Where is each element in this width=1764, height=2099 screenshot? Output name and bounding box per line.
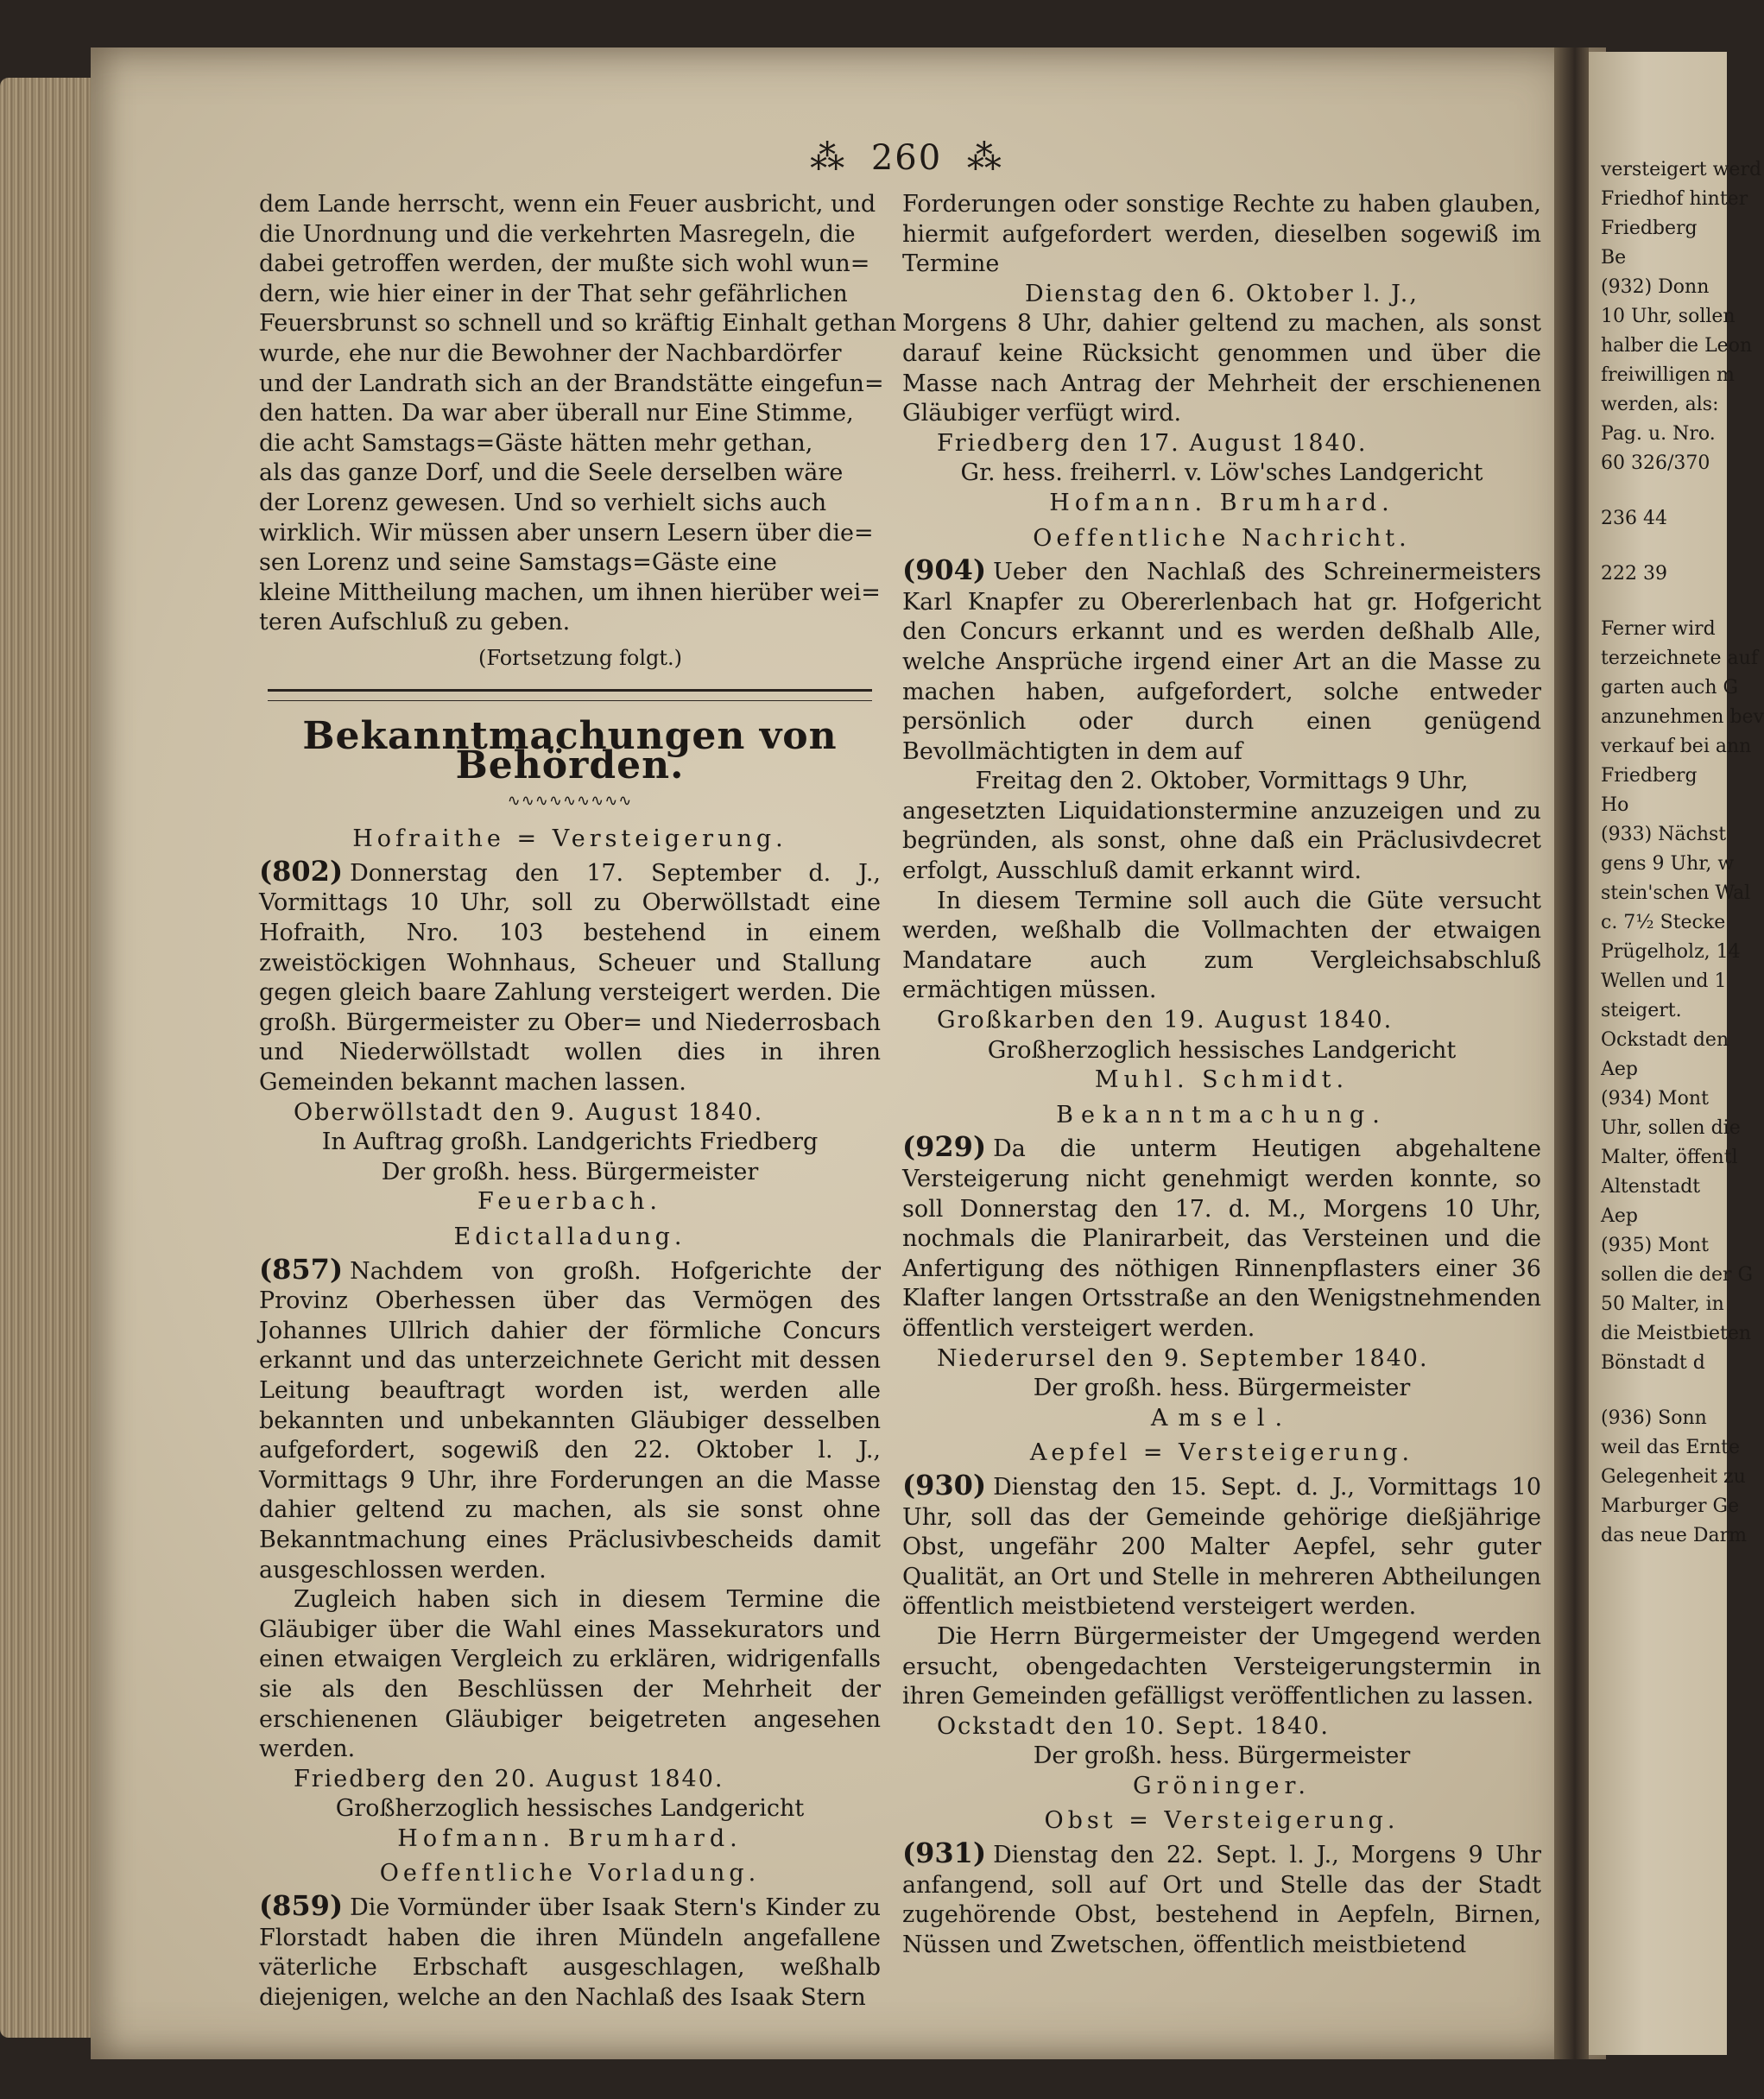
notice-929-sign-1: Der großh. hess. Bürgermeister	[1033, 1375, 1411, 1402]
notice-904-sign-2: Muhl. Schmidt.	[1094, 1066, 1350, 1094]
next-page-line: Be	[1601, 247, 1627, 269]
story-line: und der Landrath sich an der Brandstätte eingefun=	[259, 370, 884, 397]
next-page-line: freiwilligen m	[1601, 364, 1735, 386]
notice-857-sign-2: Hofmann. Brumhard.	[397, 1824, 743, 1852]
next-page-line: (934) Mont	[1601, 1088, 1709, 1110]
next-page-line: Ockstadt den	[1601, 1029, 1729, 1051]
notice-859-continuation: Forderungen oder sonstige Rechte zu haben glauben, hiermit aufgefordert werden, dieselben sogewiß im Termine	[902, 191, 1541, 278]
next-page-line: (933) Nächst	[1601, 824, 1727, 845]
left-column	[259, 190, 897, 2013]
book-gutter	[1554, 47, 1589, 2059]
notice-802-sign-3: Feuerbach.	[477, 1188, 662, 1216]
next-page-line: Marburger Ge	[1601, 1495, 1740, 1517]
next-page-line: gens 9 Uhr, w	[1601, 853, 1735, 875]
page-number: 260	[870, 138, 943, 178]
next-page-line: sollen die der G	[1601, 1264, 1754, 1286]
notice-859-body: (859) Die Vormünder über Isaak Stern's Kinder zu Florstadt haben die ihren Mündeln angefallene väterliche Erbschaft ausgeschlagen, weßhalb diejenigen, welche an den Nachlaß des Isaak Stern	[259, 1889, 881, 2011]
next-page-line: 222 39	[1601, 563, 1667, 585]
next-page-line: die Meistbieten	[1601, 1323, 1752, 1344]
next-page-line: Malter, öffentl	[1601, 1147, 1738, 1168]
story-line: wurde, ehe nur die Bewohner der Nachbardörfer	[259, 339, 842, 367]
story-line: kleine Mittheilung machen, um ihnen hierüber wei=	[259, 578, 881, 606]
notice-904-heading: Oeffentliche Nachricht.	[1033, 524, 1411, 552]
notice-929-heading: Bekanntmachung.	[1056, 1101, 1388, 1129]
notice-930-sign-1: Der großh. hess. Bürgermeister	[1033, 1742, 1411, 1770]
next-page-line: Prügelholz, 14	[1601, 941, 1741, 963]
next-page-fragment	[1589, 52, 1764, 2055]
next-page-line: garten auch G	[1601, 677, 1739, 699]
next-page-line: 10 Uhr, sollen	[1601, 306, 1736, 327]
next-page-line: anzunehmen bev	[1601, 706, 1764, 728]
notice-802-heading: Hofraithe = Versteigerung.	[352, 825, 787, 853]
notice-904-sign-1: Großherzoglich hessisches Landgericht	[987, 1036, 1457, 1064]
next-page-line: 60 326/370	[1601, 452, 1710, 474]
notice-859-sign-1: Gr. hess. freiherrl. v. Löw'sches Landgericht	[960, 459, 1483, 487]
next-page-line: terzeichnete auf	[1601, 648, 1758, 669]
story-line: dabei getroffen werden, der mußte sich wohl wun=	[259, 250, 870, 278]
next-page-line: Gelegenheit zu	[1601, 1466, 1746, 1488]
next-page-line: werden, als:	[1601, 394, 1719, 415]
story-line: dem Lande herrscht, wenn ein Feuer ausbricht, und	[259, 191, 876, 218]
notice-931-number: (931)	[902, 1837, 987, 1870]
notice-904-term: Freitag den 2. Oktober, Vormittags 9 Uhr,	[975, 768, 1469, 795]
notice-930-body-2: Die Herrn Bürgermeister der Umgegend werden ersucht, obengedachten Versteigerungstermin in ihren Gemeinden gefälligst veröffentlichen zu lassen.	[902, 1622, 1541, 1710]
notice-930-body: (930) Dienstag den 15. Sept. d. J., Vormittags 10 Uhr, soll das der Gemeinde gehörige dießjährige Obst, ungefähr 200 Malter Aepfel, sehr guter Qualität, an Ort und Stelle in mehreren Abtheilungen öffentlich meistbietend versteigert werden.	[902, 1468, 1541, 1621]
next-page-line: halber die Leon	[1601, 335, 1753, 357]
notice-859-continuation-2: Morgens 8 Uhr, dahier geltend zu machen, als sonst darauf keine Rücksicht genommen und über die Masse nach Antrag der Mehrheit der erschienenen Gläubiger verfügt wird.	[902, 310, 1541, 427]
notice-904-body: (904) Ueber den Nachlaß des Schreinermeisters Karl Knapfer zu Obererlenbach hat gr. Hofgericht den Concurs erkannt und es werden deßhalb Alle, welche Ansprüche irgend einer Art an die Masse zu machen haben, aufgefordert, solche entweder persönlich oder durch einen genügend Bevollmächtigten in dem auf	[902, 553, 1541, 765]
story-line: wirklich. Wir müssen aber unsern Lesern über die=	[259, 519, 874, 547]
notice-931-heading: Obst = Versteigerung.	[1044, 1807, 1400, 1835]
main-heading: Bekanntmachungen von Behörden.	[302, 713, 838, 788]
continuation-note: (Fortsetzung folgt.)	[478, 645, 682, 670]
next-page-line: 236 44	[1601, 508, 1667, 529]
story-line: die Unordnung und die verkehrten Masregeln, die	[259, 220, 856, 248]
story-line: die acht Samstags=Gäste hätten mehr gethan,	[259, 429, 813, 457]
notice-929-sign-2: Amsel.	[1150, 1404, 1293, 1432]
next-page-line: Friedberg	[1601, 765, 1698, 787]
story-line: Feuersbrunst so schnell und so kräftig Einhalt gethan	[259, 310, 897, 338]
next-page-line: Friedhof hinter	[1601, 188, 1748, 210]
notice-857-body: (857) Nachdem von großh. Hofgerichte der Provinz Oberhessen über das Vermögen des Johannes Ullrich dahier der förmliche Concurs erkannt und das unterzeichnete Gericht mit dessen Leitung beauftragt worden ist, werden alle bekannten und unbekannten Gläubiger desselben aufgefordert, sogewiß den 22. Oktober l. J., Vormittags 9 Uhr, ihre Forderungen an die Masse dahier geltend zu machen, als sie sonst ohne Bekanntmachung eines Präclusivbescheids damit ausgeschlossen werden.	[259, 1252, 881, 1584]
page-number-ornament-right: ⁂	[966, 138, 1003, 178]
notice-857-sign-1: Großherzoglich hessisches Landgericht	[335, 1795, 805, 1823]
next-page-line: Friedberg	[1601, 218, 1698, 239]
right-column	[902, 190, 1541, 1960]
notice-857-body-2: Zugleich haben sich in diesem Termine die Gläubiger über die Wahl eines Massekurators und einen etwaigen Vergleich zu erklären, widrigenfalls sie als den Beschlüssen der Mehrheit der erschienenen Gläubiger beigetreten angesehen werden.	[259, 1586, 881, 1763]
notice-859-date: Friedberg den 17. August 1840.	[937, 429, 1368, 457]
notice-904-body-3: In diesem Termine soll auch die Güte versucht werden, weßhalb die Vollmachten der etwaigen Mandatare auch zum Vergleichsabschluß ermächtigen müssen.	[902, 887, 1541, 1004]
next-page-line: (936) Sonn	[1601, 1407, 1707, 1429]
next-page-line: verkauf bei ann	[1601, 736, 1752, 757]
next-page-line: stein'schen Wal	[1601, 882, 1751, 904]
story-line: als das ganze Dorf, und die Seele derselben wäre	[259, 459, 844, 487]
next-page-line: Aep	[1601, 1205, 1638, 1227]
next-page-line: Pag. u. Nro.	[1601, 423, 1716, 445]
next-page-line: Altenstadt	[1601, 1176, 1701, 1198]
notice-931-body: (931) Dienstag den 22. Sept. l. J., Morgens 9 Uhr anfangend, soll auf Ort und Stelle das der Stadt zugehörende Obst, bestehend in Aepfeln, Birnen, Nüssen und Zwetschen, öffentlich meistbietend	[902, 1837, 1541, 1958]
next-page-line	[1589, 589, 1727, 615]
story-line: teren Aufschluß zu geben.	[259, 609, 571, 636]
notice-930-heading: Aepfel = Versteigerung.	[1029, 1439, 1414, 1467]
next-page-line: weil das Ernte	[1601, 1437, 1741, 1458]
notice-857-number: (857)	[259, 1252, 344, 1286]
next-page-line: 50 Malter, in	[1601, 1293, 1724, 1315]
next-page-line: Aep	[1601, 1059, 1638, 1080]
story-continuation	[259, 190, 897, 638]
notice-930-sign-2: Gröninger.	[1133, 1772, 1311, 1799]
next-page-line: das neue Darm	[1601, 1525, 1747, 1546]
notice-859-number: (859)	[259, 1889, 344, 1923]
notice-857-date: Friedberg den 20. August 1840.	[294, 1765, 724, 1792]
notice-859-sign-2: Hofmann. Brumhard.	[1049, 489, 1394, 516]
notice-929-body: (929) Da die unterm Heutigen abgehaltene Versteigerung nicht genehmigt werden konnte, so soll Donnerstag den 17. d. M., Morgens 10 Uhr, nochmals die Planirarbeit, das Versteinen und die Anfertigung des nöthigen Rinnenpflasters einer 36 Klafter langen Ortsstraße an den Wenigstnehmenden öffentlich versteigert werden.	[902, 1130, 1541, 1342]
notice-802-date: Oberwöllstadt den 9. August 1840.	[294, 1098, 764, 1126]
heading-ornament: ∿∿∿∿∿∿∿∿∿	[507, 791, 633, 810]
next-page-line: steigert.	[1601, 1000, 1682, 1021]
next-page-line: (935) Mont	[1601, 1235, 1709, 1256]
story-line: der Lorenz gewesen. Und so verhielt sichs auch	[259, 489, 827, 516]
next-page-line: versteigert werd	[1601, 159, 1762, 180]
notice-859-heading: Oeffentliche Vorladung.	[379, 1860, 761, 1887]
notice-802-body: (802) Donnerstag den 17. September d. J., Vormittags 10 Uhr, soll zu Oberwöllstadt eine Hofraith, Nro. 103 bestehend in einem zweistöckigen Wohnhaus, Scheuer und Stallung gegen gleich baare Zahlung versteigert werden. Die großh. Bürgermeister zu Ober= und Niederrosbach und Niederwöllstadt wollen dies in ihren Gemeinden bekannt machen lassen.	[259, 854, 881, 1097]
next-page-line	[1589, 1378, 1727, 1404]
story-line: sen Lorenz und seine Samstags=Gäste eine	[259, 549, 777, 577]
next-page-line	[1589, 534, 1727, 560]
next-page-line: (932) Donn	[1601, 276, 1710, 298]
story-line: den hatten. Da war aber überall nur Eine Stimme,	[259, 400, 854, 427]
section-divider	[268, 689, 872, 701]
story-line: dern, wie hier einer in der That sehr gefährlichen	[259, 280, 848, 307]
notice-930-date: Ockstadt den 10. Sept. 1840.	[937, 1712, 1330, 1740]
next-page-line: Uhr, sollen die	[1601, 1117, 1741, 1139]
next-page-line: Ferner wird	[1601, 618, 1716, 640]
notice-930-number: (930)	[902, 1468, 987, 1502]
page-number-header	[777, 138, 1036, 178]
notice-904-number: (904)	[902, 553, 987, 587]
notice-904-body-2: angesetzten Liquidationstermine anzuzeigen und zu begründen, als sonst, ohne daß ein Präclusivdecret erfolgt, Ausschluß damit erkannt wird.	[902, 797, 1541, 885]
book-page-edges	[0, 78, 99, 2038]
next-page-line: c. 7½ Stecke	[1601, 912, 1726, 933]
next-page-line: Ho	[1601, 794, 1629, 816]
next-page-line	[1589, 478, 1727, 504]
notice-904-date: Großkarben den 19. August 1840.	[937, 1007, 1394, 1034]
next-page-line: Wellen und 1	[1601, 970, 1727, 992]
page-number-ornament-left: ⁂	[810, 138, 847, 178]
notice-857-heading: Edictalladung.	[453, 1223, 686, 1250]
next-page-line: Bönstadt d	[1601, 1352, 1705, 1374]
notice-802-sign-1: In Auftrag großh. Landgerichts Friedberg	[321, 1129, 819, 1156]
notice-802-number: (802)	[259, 854, 344, 888]
notice-929-number: (929)	[902, 1130, 987, 1164]
notice-929-date: Niederursel den 9. September 1840.	[937, 1344, 1429, 1372]
notice-859-term: Dienstag den 6. Oktober l. J.,	[1025, 280, 1419, 307]
notice-802-sign-2: Der großh. hess. Bürgermeister	[381, 1158, 759, 1185]
